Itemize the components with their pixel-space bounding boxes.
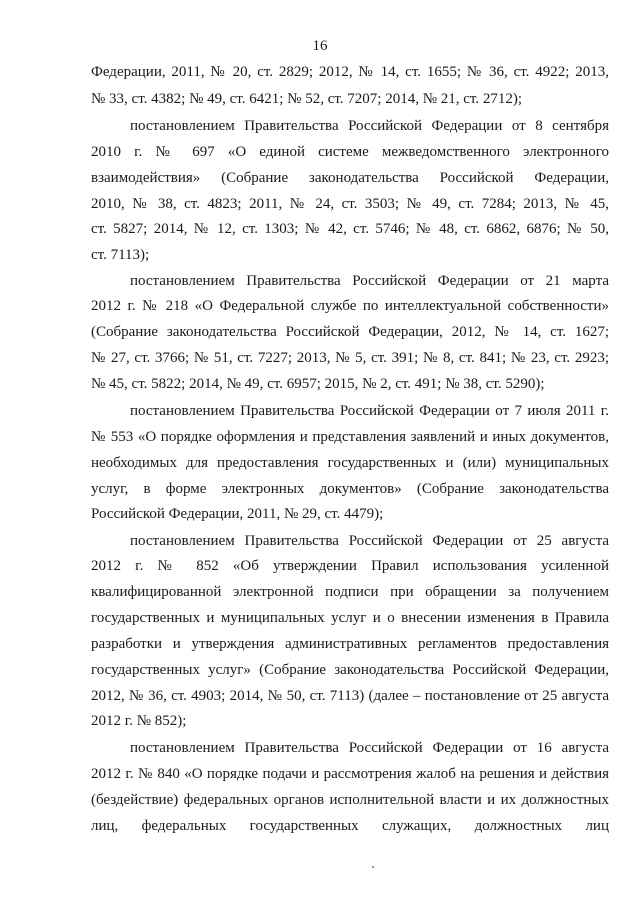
text-line: № 33, ст. 4382; № 49, ст. 6421; № 52, ст. 7207; 2014, № 21, ст. 2712);	[91, 91, 523, 107]
text-line: (бездействие) федеральных органов исполнительной власти и их должностных	[91, 792, 609, 808]
text-line: (Собрание законодательства Российской Федерации, 2012, № 14, ст. 1627;	[91, 324, 609, 340]
text-line: 2012 г. № 852);	[91, 713, 187, 729]
text-line: 2012, № 36, ст. 4903; 2014, № 50, ст. 7113) (далее – постановление от 25 августа	[91, 688, 609, 704]
text-line: необходимых для предоставления государственных и (или) муниципальных	[91, 455, 609, 471]
text-line: 2012 г. № 852 «Об утверждении Правил использования усиленной	[91, 558, 609, 574]
text-line: услуг, в форме электронных документов» (Собрание законодательства	[91, 481, 609, 497]
text-line: лиц, федеральных государственных служащих, должностных лиц	[91, 818, 609, 834]
text-line: № 45, ст. 5822; 2014, № 49, ст. 6957; 2015, № 2, ст. 491; № 38, ст. 5290);	[91, 376, 545, 392]
text-line: государственных и муниципальных услуг и о внесении изменения в Правила	[91, 610, 609, 626]
text-line: № 553 «О порядке оформления и представления заявлений и иных документов,	[91, 429, 609, 445]
text-line: квалифицированной электронной подписи при обращении за получением	[91, 584, 609, 600]
text-line: взаимодействия» (Собрание законодательства Российской Федерации,	[91, 170, 609, 186]
paragraph-start-line: постановлением Правительства Российской Федерации от 7 июля 2011 г.	[130, 403, 609, 419]
text-line: Российской Федерации, 2011, № 29, ст. 4479);	[91, 506, 384, 522]
scan-speck	[372, 866, 374, 868]
text-line: № 27, ст. 3766; № 51, ст. 7227; 2013, № 5, ст. 391; № 8, ст. 841; № 23, ст. 2923;	[91, 350, 609, 366]
paragraph-start-line: постановлением Правительства Российской Федерации от 21 марта	[130, 273, 609, 289]
paragraph-start-line: постановлением Правительства Российской Федерации от 16 августа	[130, 740, 609, 756]
text-line: 2010 г. № 697 «О единой системе межведомственного электронного	[91, 144, 609, 160]
paragraph-start-line: постановлением Правительства Российской Федерации от 8 сентября	[130, 118, 609, 134]
text-line: ст. 7113);	[91, 247, 150, 263]
text-line: 2010, № 38, ст. 4823; 2011, № 24, ст. 3503; № 49, ст. 7284; 2013, № 45,	[91, 196, 609, 212]
text-line: 2012 г. № 218 «О Федеральной службе по интеллектуальной собственности»	[91, 298, 609, 314]
text-line: Федерации, 2011, № 20, ст. 2829; 2012, № 14, ст. 1655; № 36, ст. 4922; 2013,	[91, 64, 609, 80]
text-line: разработки и утверждения административных регламентов предоставления	[91, 636, 609, 652]
text-line: государственных услуг» (Собрание законодательства Российской Федерации,	[91, 662, 609, 678]
text-line: ст. 5827; 2014, № 12, ст. 1303; № 42, ст. 5746; № 48, ст. 6862, 6876; № 50,	[91, 221, 609, 237]
paragraph-start-line: постановлением Правительства Российской Федерации от 25 августа	[130, 533, 609, 549]
page-number: 16	[312, 38, 328, 54]
text-line: 2012 г. № 840 «О порядке подачи и рассмотрения жалоб на решения и действия	[91, 766, 609, 782]
